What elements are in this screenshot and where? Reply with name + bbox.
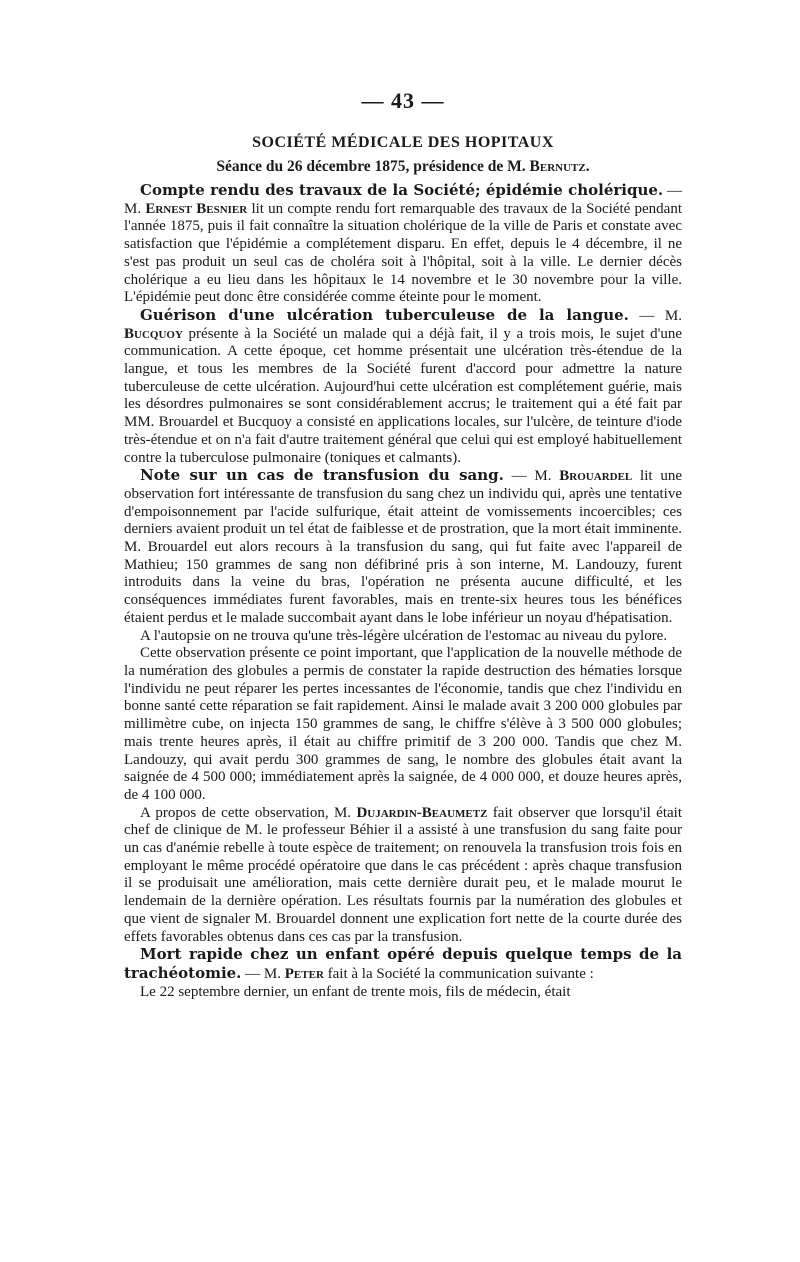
- journal-title: SOCIÉTÉ MÉDICALE DES HOPITAUX: [252, 134, 554, 151]
- author-name: Ernest Besnier: [145, 200, 248, 217]
- paragraph-continuation: Le 22 septembre dernier, un enfant de trente mois, fils de médecin, était: [140, 983, 571, 1000]
- section-heading: Mort rapide chez un enfant opéré depuis quelque temps de la trachéotomie.: [124, 945, 682, 982]
- section-dash: — M.: [503, 468, 560, 485]
- section-heading: Guérison d'une ulcération tuberculeuse de la langue.: [140, 305, 629, 324]
- section-body: fait à la Société la communication suivante :: [323, 965, 594, 982]
- president-name: Bernutz.: [529, 158, 590, 175]
- page-number: — 43 —: [361, 88, 445, 113]
- section-dash: — M.: [628, 307, 682, 324]
- section-ulceration: [124, 307, 682, 467]
- paragraph-body: fait observer que lorsqu'il était chef de clinique de M. le professeur Béhier il a assisté à une transfusion du sang faite pour un cas d'anémie rebelle à toute espèce de traitement; on renouvela la transfusion trois fois en employant le même procédé opératoire que dans le cas précédent : après chaque transfusion il se produisait une amélioration, mais cette dernière durait peu, et le malade mourut le lendemain de la dernière opération. Les résultats fournis par la numération des globules et que vient de signaler M. Brouardel donnent une explication fort nette de la courte durée des effets favorables obtenus dans ces cas par la transfusion.: [124, 804, 682, 945]
- section-dash: — M.: [124, 183, 683, 217]
- author-name: Bucquoy: [124, 325, 183, 342]
- author-name: Dujardin-Beaumetz: [356, 804, 488, 821]
- section-dash: — M.: [241, 965, 285, 982]
- section-transfusion: [124, 467, 682, 627]
- seance-text: Séance du 26 décembre 1875, présidence de M.: [216, 158, 530, 175]
- section-tracheotomie: [124, 946, 682, 983]
- section-body: présente à la Société un malade qui a déjà fait, il y a trois mois, le sujet d'une communication. A cette époque, cet homme présentait une ulcération très-étendue de la langue, et tous les membres de la Société furent d'accord pour admettre la nature tuberculeuse de cette ulcération. Aujourd'hui cette ulcération est complétement guérie, mais les désordres pulmonaires se sont considérablement accrus; le traitement qui a été fait par MM. Brouardel et Bucquoy a consisté en applications locales, sur l'ulcère, de teinture d'iode très-étendue et on n'a fait d'autre traitement général que celui qui est employé habituellement contre la tuberculose pulmonaire (toniques et calmants).: [124, 325, 682, 466]
- section-cholera: [124, 182, 682, 307]
- section-heading: Note sur un cas de transfusion du sang.: [140, 466, 504, 485]
- section-body: lit un compte rendu fort remarquable des travaux de la Société pendant l'année 1875, puis il fait connaître la situation cholérique de la ville de Paris et constate avec satisfaction que l'épidémie a complétement disparu. En effet, depuis le 4 décembre, il ne s'est pas produit un seul cas de choléra soit à l'hôpital, soit à la ville. Le dernier décès cholérique a eu lieu dans les hôpitaux le 14 novembre et le 30 novembre pour la ville. L'épidémie peut donc être considérée comme éteinte pour le moment.: [124, 200, 682, 306]
- section-body: lit une observation fort intéressante de transfusion du sang chez un individu qui, après une tentative d'empoisonnement par l'acide sulfurique, était atteint de vomissements incoercibles; ces derniers avaient produit un tel état de faiblesse et de prostration, que la mort était imminente. M. Brouardel eut alors recours à la transfusion du sang, qui fut faite avec l'appareil de Mathieu; 150 grammes de sang non défibriné pris à son interne, M. Landouzy, furent introduits dans la veine du bras, l'opération ne présenta aucune difficulté, et les conséquences immédiates furent favorables, mais en trente-six heures tous les bénéfices étaient perdus et le malade succombait ayant dans le lobe inférieur un noyau d'hépatisation.: [124, 468, 682, 626]
- paragraph-observation: Cette observation présente ce point important, que l'application de la nouvelle méthode de la numération des globules a permis de constater la rapide destruction des hématies lorsque l'individu ne peut réparer les pertes incessantes de l'économie, tandis que chez l'individu en bonne santé cette réparation se fait rapidement. Ainsi le malade avait 3 200 000 globules par millimètre cube, on injecta 150 grammes de sang, le chiffre s'élève à 3 500 000 globules; mais trente heures après, il était au chiffre primitif de 3 200 000. Tandis que chez M. Landouzy, qui avait perdu 300 grammes de sang, le nombre des globules était avant la saignée de 4 500 000; immédiatement après la saignée, de 4 000 000, et douze heures après, de 4 100 000.: [124, 645, 682, 803]
- section-heading: Compte rendu des travaux de la Société; épidémie cholérique.: [140, 181, 664, 199]
- paragraph-lead: A propos de cette observation, M.: [140, 804, 357, 821]
- author-name: Peter: [284, 965, 324, 982]
- paragraph-autopsie: A l'autopsie on ne trouva qu'une très-légère ulcération de l'estomac au niveau du pylore.: [140, 627, 668, 644]
- paragraph-dujardin: [124, 805, 682, 947]
- author-name: Brouardel: [559, 468, 633, 485]
- seance-line: [124, 158, 682, 176]
